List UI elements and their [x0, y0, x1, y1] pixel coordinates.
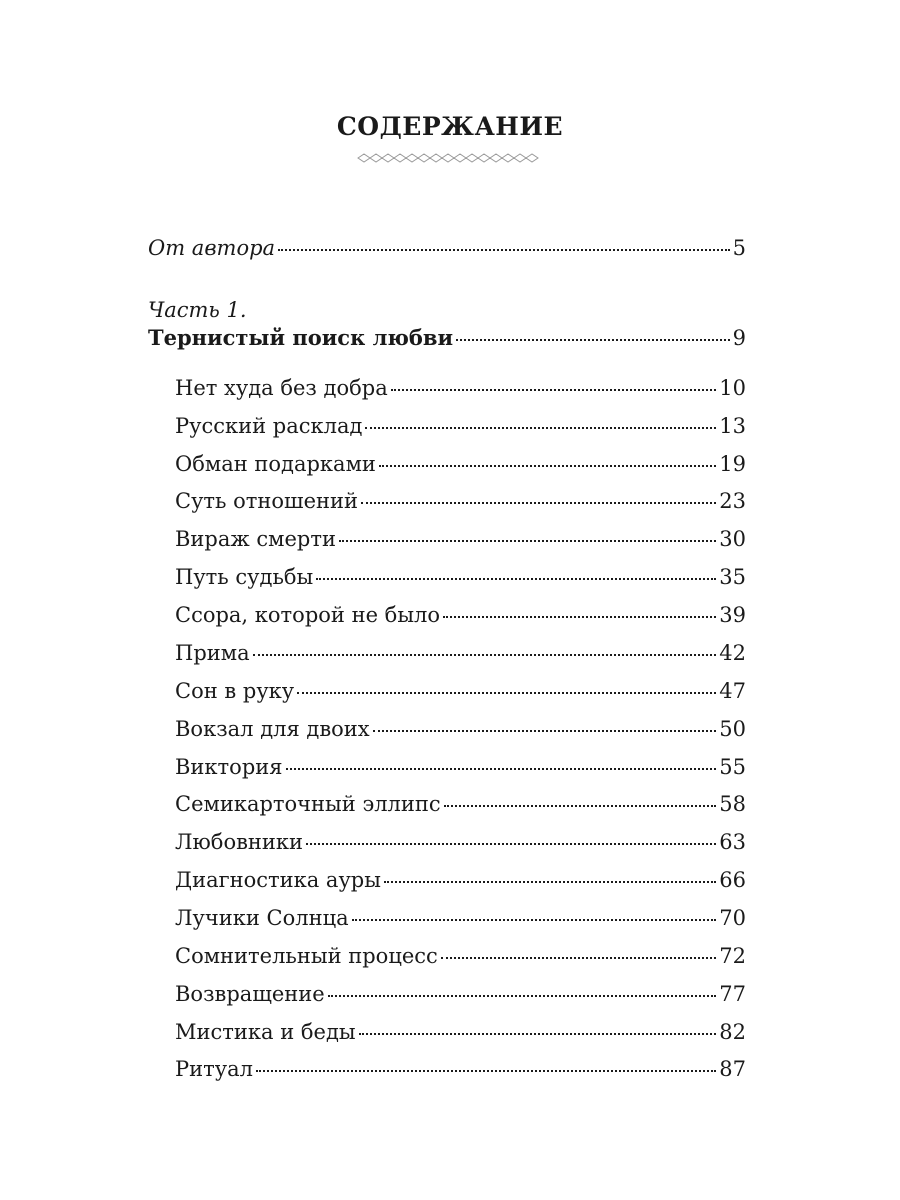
page-title: СОДЕРЖАНИЕ	[336, 112, 564, 141]
toc-page-number: 72	[719, 944, 746, 968]
toc-page-number: 87	[719, 1057, 746, 1081]
toc-entry[interactable]	[0, 639, 746, 667]
dot-leader	[256, 1070, 716, 1072]
toc-page-number: 30	[719, 527, 746, 551]
toc-page-number: 70	[719, 906, 746, 930]
toc-entry-label: Диагностика ауры	[175, 868, 381, 892]
toc-page-number: 50	[719, 717, 746, 741]
toc-entry-label: Любовники	[175, 830, 304, 854]
dot-leader	[339, 540, 716, 542]
dot-leader	[352, 919, 717, 921]
toc-entry-label: Мистика и беды	[175, 1020, 356, 1044]
toc-page-number: 23	[719, 489, 746, 513]
dot-leader	[441, 957, 716, 959]
toc-page-number: 13	[719, 414, 746, 438]
toc-entry-label: Лучики Солнца	[175, 906, 349, 930]
toc-page-number: 5	[732, 236, 746, 260]
toc-entry-label: Возвращение	[175, 982, 325, 1006]
toc-entry-label: Прима	[175, 641, 250, 665]
toc-entry-label: Виктория	[175, 755, 283, 779]
toc-page-number: 66	[719, 868, 746, 892]
dot-leader	[297, 692, 716, 694]
toc-entry-front[interactable]	[0, 234, 746, 262]
toc-page-number: 19	[719, 452, 746, 476]
dot-leader	[278, 249, 730, 251]
toc-entry[interactable]	[0, 866, 746, 894]
toc-page-number: 42	[719, 641, 746, 665]
toc-entry[interactable]	[0, 450, 746, 478]
toc-entry[interactable]	[0, 980, 746, 1008]
toc-page-number: 58	[719, 792, 746, 816]
dot-leader	[361, 502, 716, 504]
dot-leader	[316, 578, 716, 580]
toc-entry-label: Нет худа без добра	[175, 376, 388, 400]
toc-entry[interactable]	[0, 790, 746, 818]
toc-entry-label: От автора	[148, 236, 276, 260]
dot-leader	[253, 654, 717, 656]
toc-page-number: 9	[732, 326, 746, 350]
dot-leader	[359, 1033, 717, 1035]
toc-entry-label: Вокзал для двоих	[175, 717, 370, 741]
part-title: Тернистый поиск любви	[148, 325, 454, 350]
dot-leader	[328, 995, 717, 997]
toc-entry[interactable]	[0, 487, 746, 515]
toc-entry[interactable]	[0, 1018, 746, 1046]
toc-page-number: 10	[719, 376, 746, 400]
toc-entry[interactable]	[0, 753, 746, 781]
toc-page-number: 47	[719, 679, 746, 703]
dot-leader	[391, 389, 717, 391]
dot-leader	[456, 339, 730, 341]
toc-entry[interactable]	[0, 525, 746, 553]
dot-leader	[444, 805, 717, 807]
toc-entry-label: Сон в руку	[175, 679, 295, 703]
toc-entry-part[interactable]	[0, 324, 746, 352]
toc-entry-label: Вираж смерти	[175, 527, 336, 551]
toc-entry-label: Обман подарками	[175, 452, 376, 476]
toc-page-number: 39	[719, 603, 746, 627]
toc-entry[interactable]	[0, 601, 746, 629]
toc-entry[interactable]	[0, 412, 746, 440]
dot-leader	[373, 730, 717, 732]
dot-leader	[379, 465, 716, 467]
toc-entry-label: Семикарточный эллипс	[175, 792, 441, 816]
toc-entry-label: Путь судьбы	[175, 565, 314, 589]
toc-entry[interactable]	[0, 904, 746, 932]
toc-page-number: 63	[719, 830, 746, 854]
part-label: Часть 1.	[148, 298, 247, 322]
dot-leader	[306, 843, 716, 845]
toc-page-number: 35	[719, 565, 746, 589]
toc-entry-label: Ссора, которой не было	[175, 603, 441, 627]
toc-entry-label: Русский расклад	[175, 414, 363, 438]
dot-leader	[443, 616, 716, 618]
toc-entry[interactable]	[0, 677, 746, 705]
toc-entry-label: Сомнительный процесс	[175, 944, 438, 968]
dot-leader	[384, 881, 716, 883]
toc-entry[interactable]	[0, 563, 746, 591]
dot-leader	[286, 768, 717, 770]
decorative-divider	[356, 152, 542, 164]
toc-entry[interactable]	[0, 374, 746, 402]
toc-page-number: 82	[719, 1020, 746, 1044]
toc-entry[interactable]	[0, 828, 746, 856]
toc-entry-label: Ритуал	[175, 1057, 253, 1081]
toc-page-number: 55	[719, 755, 746, 779]
toc-entry[interactable]	[0, 942, 746, 970]
toc-entry[interactable]	[0, 1055, 746, 1083]
toc-entry[interactable]	[0, 715, 746, 743]
toc-page-number: 77	[719, 982, 746, 1006]
dot-leader	[365, 427, 716, 429]
toc-entry-label: Суть отношений	[175, 489, 358, 513]
